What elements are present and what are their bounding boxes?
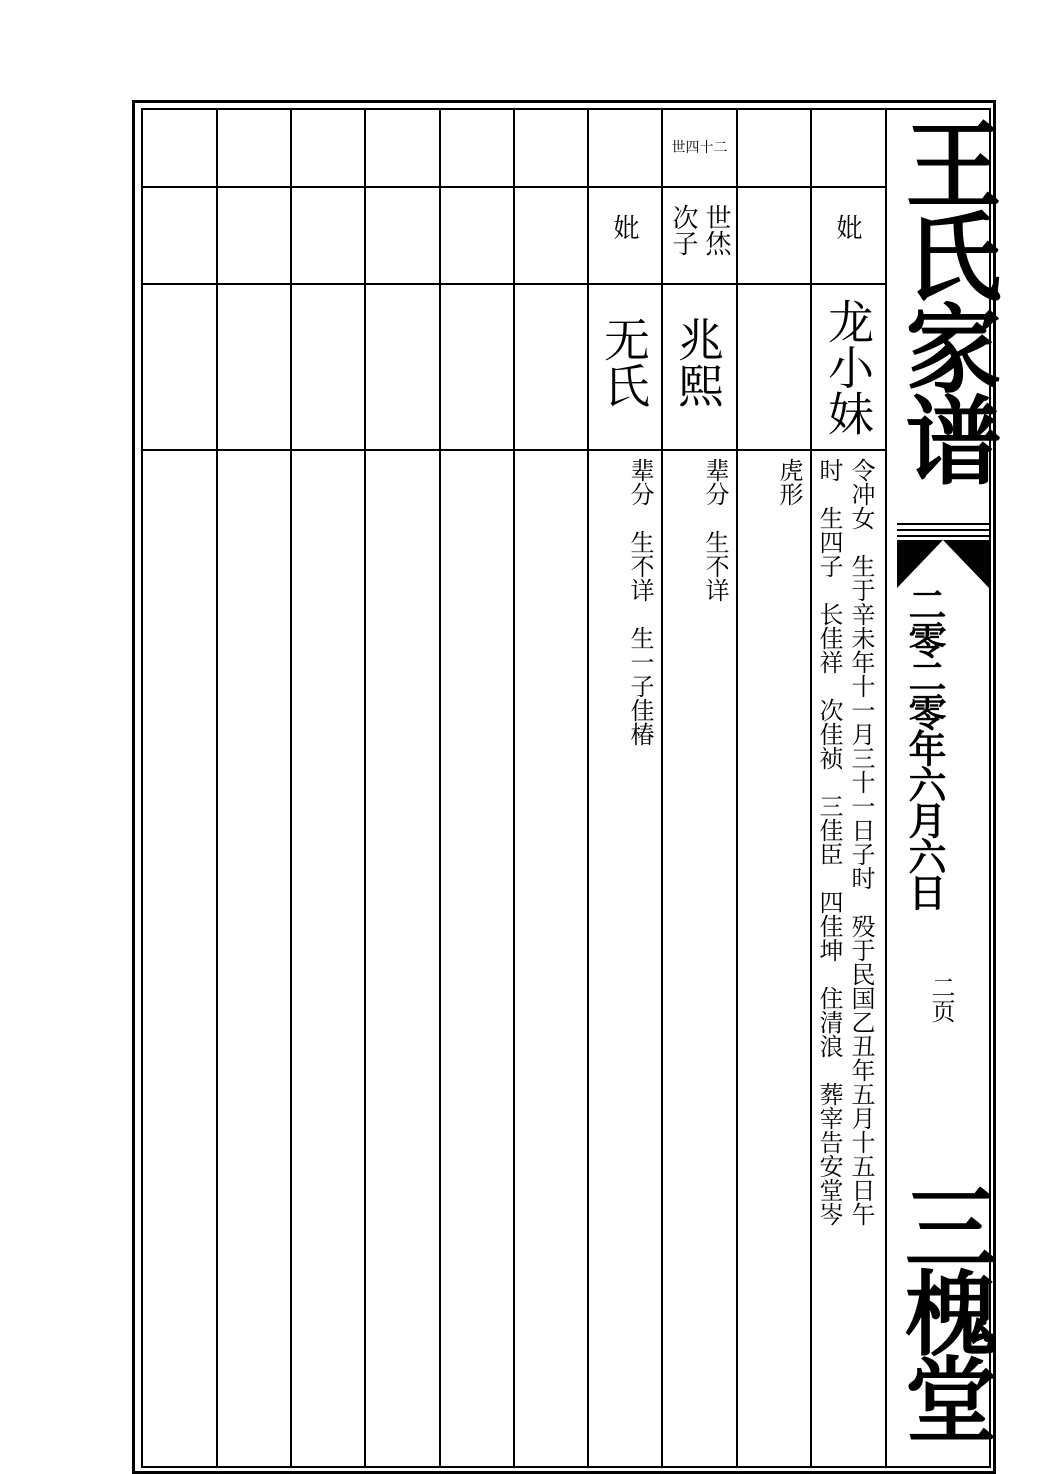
entry-detail: 虎形 [775,458,803,506]
column-divider [810,108,812,1468]
generation-label: 世四十二 [671,140,728,156]
row-divider [141,186,886,188]
entry-name: 无氏 [597,316,651,408]
column-divider [364,108,366,1468]
row-divider [141,283,886,285]
genealogy-title: 王氏家谱 [890,115,1003,483]
entry-name: 龙小妹 [821,298,875,436]
column-divider [439,108,441,1468]
entry-detail: 辈分 生不详 生一子佳椿 [626,458,654,746]
entry-name: 兆熙 [671,316,725,408]
entry-role-label: 妣 [832,214,862,240]
title-banner-ornament [893,522,993,592]
column-divider [216,108,218,1468]
column-divider [513,108,515,1468]
row-divider [141,449,886,451]
entry-detail: 时 生四子 长佳祥 次佳祯 三佳臣 四佳坤 住清浪 葬宰告安堂岑 [815,458,843,1226]
column-divider [587,108,589,1468]
page-number: 二页 [927,975,955,1023]
entry-detail: 辈分 生不详 [701,458,729,602]
entry-birth-order-label: 次子 [668,204,698,256]
entry-father-label: 世烋 [701,204,731,256]
column-divider [885,108,887,1468]
column-divider [736,108,738,1468]
column-divider [661,108,663,1468]
entry-detail: 令冲女 生于辛未年十一月三十一日子时 殁于民国乙丑年五月十五日午 [847,458,875,1226]
entry-role-label: 妣 [609,214,639,240]
hall-name: 三槐堂 [890,1180,998,1438]
compile-date: 二零二零年六月六日 [902,585,947,909]
column-divider [290,108,292,1468]
